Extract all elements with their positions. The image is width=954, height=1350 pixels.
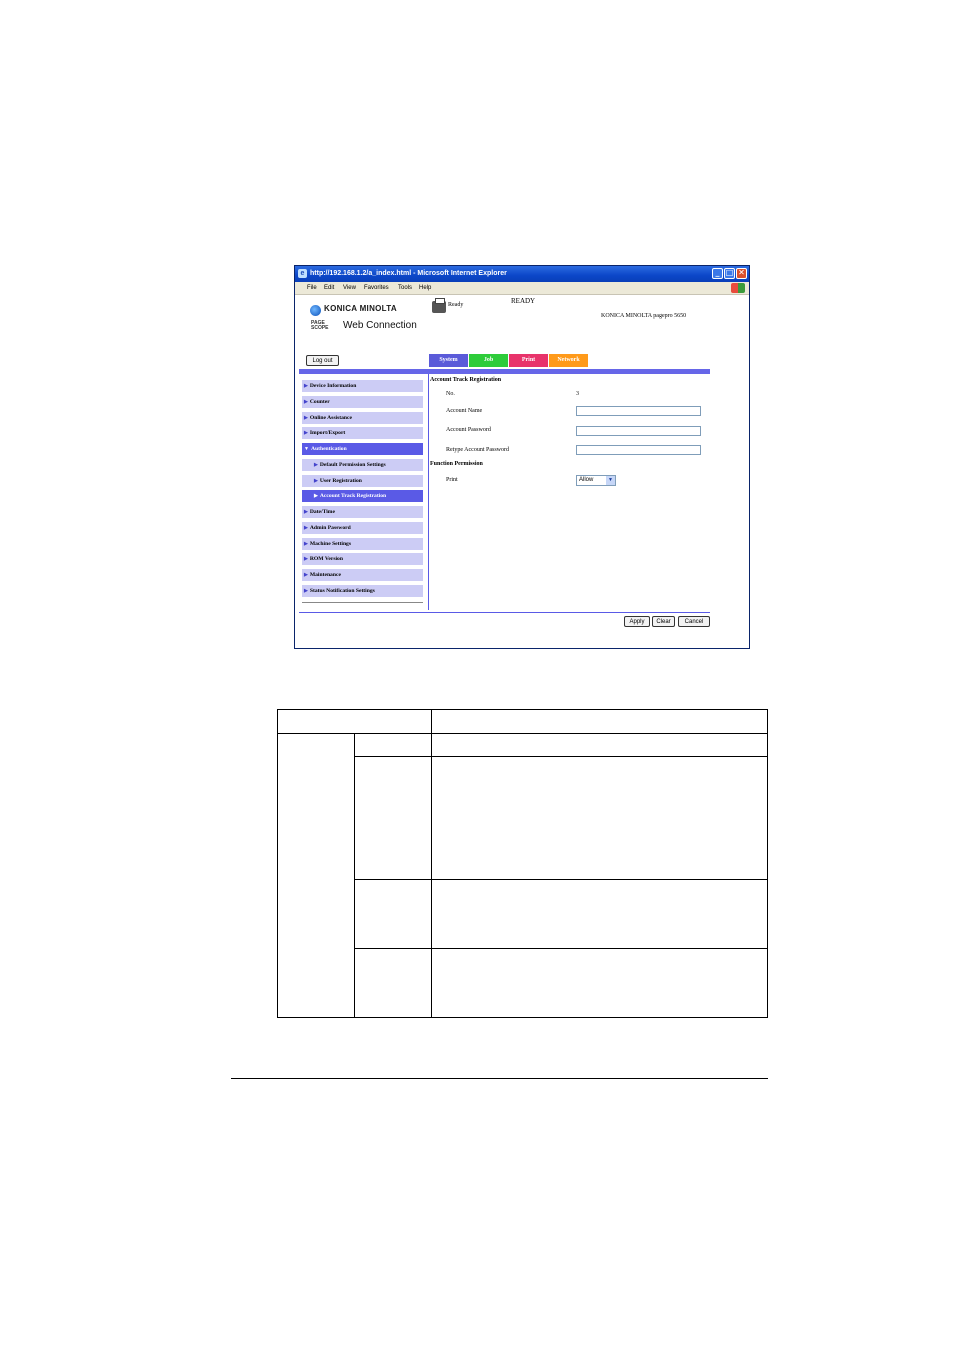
sidebar-item-import-export[interactable] — [302, 427, 423, 439]
apply-button[interactable]: Apply — [624, 616, 650, 627]
windows-flag-icon — [731, 283, 745, 293]
page-content — [295, 295, 749, 649]
sidebar-item-user-registration[interactable] — [302, 475, 423, 487]
sidebar-item-label: Admin Password — [309, 524, 351, 531]
sidebar-divider — [302, 602, 423, 603]
sidebar-item-label: User Registration — [319, 477, 362, 484]
triangle-right-icon: ▶ — [304, 541, 308, 547]
table-border — [354, 733, 355, 1018]
sidebar-item-label: Online Assistance — [309, 414, 352, 421]
sidebar-item-label: ROM Version — [309, 556, 343, 563]
triangle-right-icon: ▶ — [314, 478, 318, 484]
menu-bar — [295, 282, 749, 295]
tab-job[interactable]: Job — [469, 354, 508, 367]
model-name: KONICA MINOLTA pagepro 5650 — [601, 313, 687, 319]
sidebar-item-account-track-registration[interactable] — [302, 490, 423, 502]
printer-status-label: Ready — [448, 302, 464, 308]
print-label: Print — [446, 477, 458, 483]
menu-view[interactable]: View — [343, 285, 356, 291]
sidebar-item-label: Account Track Registration — [319, 493, 387, 500]
section-title: Account Track Registration — [430, 377, 502, 383]
table-border — [277, 733, 768, 734]
sidebar-item-authentication[interactable] — [302, 443, 423, 455]
web-connection-title: Web Connection — [343, 320, 417, 331]
sidebar-item-label: Default Permission Settings — [319, 461, 386, 468]
page-footer-rule — [231, 1078, 768, 1079]
printer-status-display: READY — [511, 297, 536, 305]
tab-print[interactable]: Print — [509, 354, 548, 367]
printer-icon — [432, 301, 446, 313]
sidebar-item-counter[interactable] — [302, 396, 423, 408]
sidebar-item-rom-version[interactable] — [302, 553, 423, 565]
content-divider — [428, 374, 429, 610]
triangle-right-icon: ▶ — [304, 510, 308, 515]
triangle-right-icon: ▶ — [314, 462, 318, 468]
table-border — [354, 948, 768, 949]
sidebar-item-maintenance[interactable] — [302, 569, 423, 581]
print-permission-select[interactable] — [576, 475, 616, 486]
triangle-right-icon: ▶ — [304, 384, 308, 389]
ie-icon: e — [298, 269, 307, 278]
sidebar-item-label: Status Notification Settings — [309, 587, 375, 594]
browser-window — [294, 265, 750, 649]
table-border — [354, 756, 768, 757]
sidebar-item-date-time[interactable] — [302, 506, 423, 518]
account-name-input[interactable] — [576, 406, 701, 416]
function-permission-title: Function Permission — [430, 461, 483, 467]
sidebar-item-default-permission-settings[interactable] — [302, 459, 423, 471]
maximize-button[interactable]: □ — [725, 268, 734, 277]
sidebar-item-label: Date/Time — [309, 509, 335, 515]
logout-button[interactable]: Log out — [306, 355, 339, 366]
triangle-right-icon: ▶ — [304, 588, 308, 594]
footer-divider — [299, 612, 710, 613]
retype-password-label: Retype Account Password — [446, 447, 509, 453]
sidebar-item-label: Maintenance — [309, 572, 341, 578]
triangle-right-icon: ▶ — [304, 431, 308, 437]
sidebar — [302, 380, 424, 601]
brand-name: KONICA MINOLTA — [324, 304, 397, 313]
sidebar-item-label: Machine Settings — [309, 540, 352, 547]
tab-system[interactable]: System — [429, 354, 468, 367]
menu-tools[interactable]: Tools — [398, 285, 413, 291]
triangle-right-icon: ▶ — [304, 557, 308, 563]
triangle-right-icon: ▶ — [304, 525, 308, 531]
triangle-right-icon: ▶ — [304, 415, 308, 421]
menu-file[interactable]: File — [307, 285, 317, 291]
sidebar-item-label: Device Information — [309, 383, 357, 389]
title-bar — [295, 266, 749, 282]
table-border — [277, 709, 768, 710]
tab-network[interactable]: Network — [549, 354, 588, 367]
print-permission-value: Allow — [579, 477, 594, 483]
no-value: 3 — [576, 391, 579, 397]
chevron-down-icon: ▼ — [606, 476, 615, 485]
konica-minolta-logo-icon — [310, 305, 321, 316]
close-button[interactable]: ✕ — [736, 268, 747, 279]
menu-favorites[interactable]: Favorites — [364, 285, 389, 291]
no-label: No. — [446, 391, 455, 397]
table-border — [277, 709, 278, 1018]
header-divider — [299, 369, 710, 374]
table-border — [431, 709, 432, 1018]
minimize-button[interactable]: _ — [712, 268, 723, 279]
triangle-right-icon: ▶ — [304, 573, 308, 578]
sidebar-item-online-assistance[interactable] — [302, 412, 423, 424]
window-title: http://192.168.1.2/a_index.html - Microsoft Internet Explorer — [310, 270, 507, 277]
triangle-right-icon: ▶ — [314, 494, 318, 500]
table-border — [767, 709, 768, 1018]
retype-password-input[interactable] — [576, 445, 701, 455]
pagescope-logo: PAGE SCOPE — [311, 320, 329, 331]
account-name-label: Account Name — [446, 408, 483, 414]
account-password-input[interactable] — [576, 426, 701, 436]
sidebar-item-label: Import/Export — [309, 430, 346, 437]
table-border — [354, 879, 768, 880]
account-password-label: Account Password — [446, 427, 491, 433]
triangle-down-icon: ▼ — [304, 447, 309, 452]
sidebar-item-label: Counter — [309, 398, 330, 405]
menu-help[interactable]: Help — [419, 285, 432, 291]
sidebar-item-device-information[interactable] — [302, 380, 423, 392]
sidebar-item-label: Authentication — [310, 446, 347, 452]
table-border — [277, 1017, 768, 1018]
sidebar-item-admin-password[interactable] — [302, 522, 423, 534]
triangle-right-icon: ▶ — [304, 399, 308, 405]
sidebar-item-machine-settings[interactable] — [302, 538, 423, 550]
clear-button[interactable]: Clear — [652, 616, 675, 627]
sidebar-item-status-notification-settings[interactable] — [302, 585, 423, 597]
cancel-button[interactable]: Cancel — [678, 616, 710, 627]
menu-edit[interactable]: Edit — [324, 285, 335, 291]
